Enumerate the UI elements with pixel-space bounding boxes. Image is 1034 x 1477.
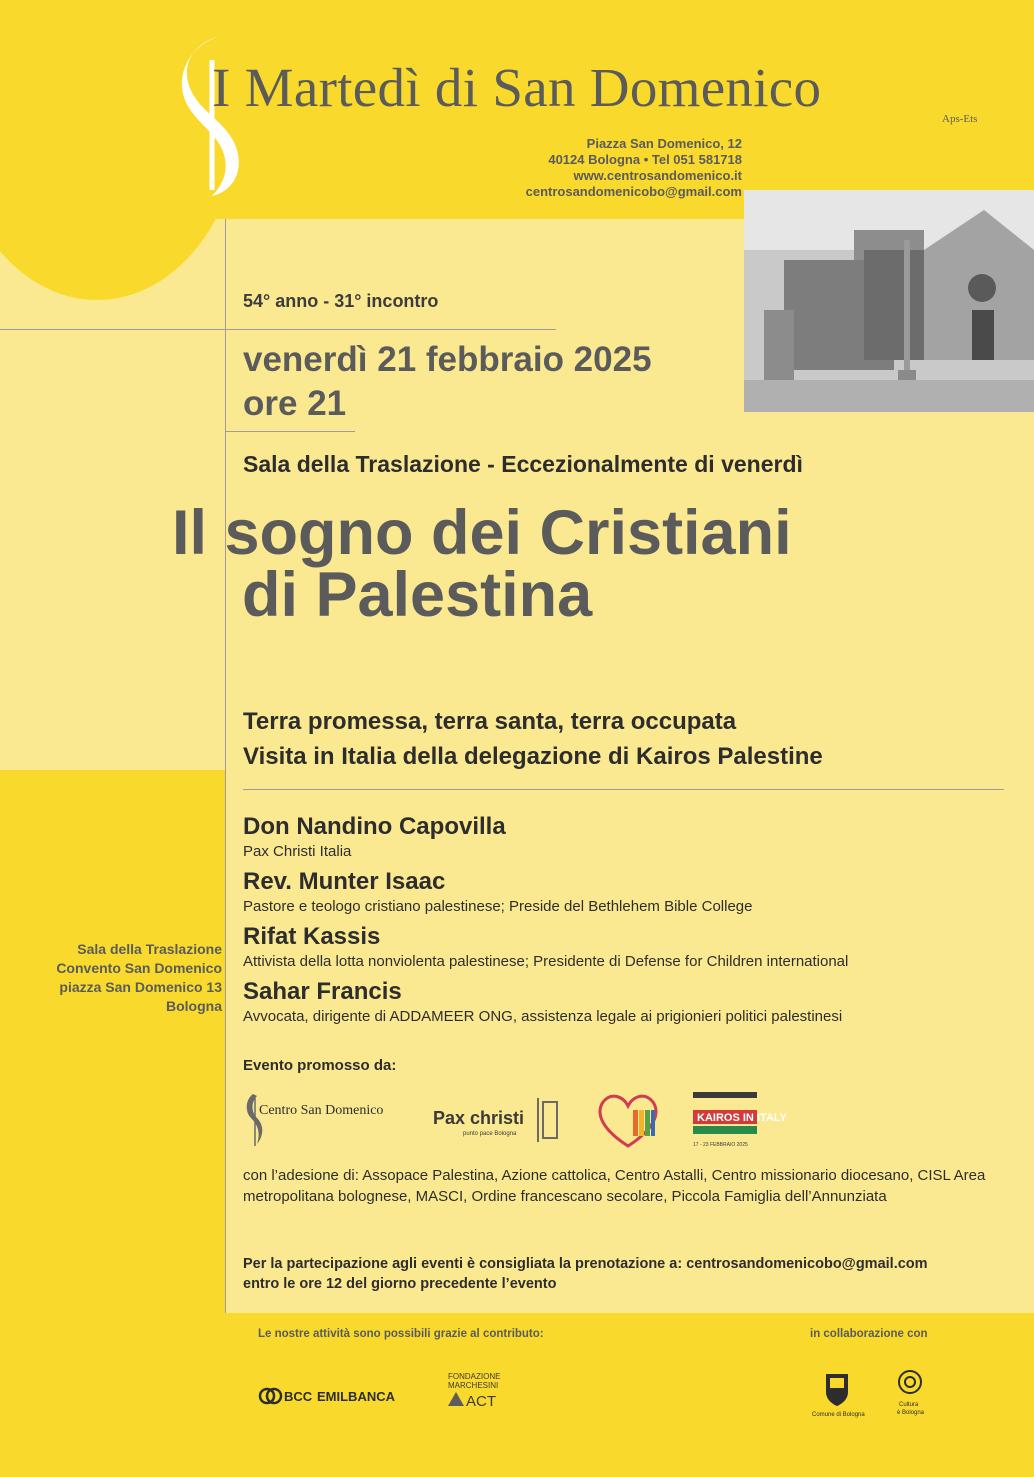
event-date — [243, 338, 652, 426]
horizontal-rule — [243, 789, 1004, 790]
event-subtitle — [243, 704, 823, 774]
pax-logo-subtext: punto pace Bologna — [463, 1131, 517, 1137]
centro-logo-text: Centro San Domenico — [259, 1103, 384, 1118]
subtitle-line: Terra promessa, terra santa, terra occupata — [243, 708, 737, 735]
church-photo — [744, 190, 1034, 412]
marchesini-text: MARCHESINI — [448, 1381, 499, 1390]
kairos-dates-text: 17 - 23 FEBBRAIO 2025 — [693, 1142, 748, 1148]
kairos-in-italy-logo — [693, 1088, 787, 1152]
left-band — [0, 770, 225, 1477]
page-title: I Martedì di San Domenico — [212, 57, 822, 118]
supporters-text: con l’adesione di: Assopace Palestina, Azione cattolica, Centro Astalli, Centro missionario diocesano, CISL Area metropolitana bolognese, MASCI, Ordine francescano secolare, Piccola Famiglia dell’Annunziata — [243, 1167, 986, 1205]
fondazione-text: FONDAZIONE — [448, 1372, 501, 1381]
event-title-line: Il sogno dei Cristiani — [172, 498, 792, 568]
event-title — [172, 498, 792, 630]
vertical-rule — [225, 219, 226, 1313]
event-date-text: venerdì 21 febbraio 2025 — [243, 340, 652, 379]
bcc-text: BCC — [284, 1389, 313, 1404]
cultura-bologna-logo — [890, 1368, 930, 1418]
address-line: Piazza San Domenico, 12 — [586, 136, 742, 151]
speaker-name: Rev. Munter Isaac — [243, 868, 446, 895]
speaker-name: Don Nandino Capovilla — [243, 813, 506, 840]
event-time: ore 21 — [243, 384, 347, 423]
speaker-role: Pax Christi Italia — [243, 843, 352, 860]
comune-text: Comune di Bologna — [812, 1412, 865, 1418]
pax-logo-text: Pax christi — [433, 1108, 525, 1128]
speaker-role: Avvocata, dirigente di ADDAMEER ONG, assistenza legale ai prigionieri politici palestinesi — [243, 1008, 843, 1025]
collaboration-label: in collaborazione con — [810, 1328, 928, 1340]
booking-line: entro le ore 12 del giorno precedente l’evento — [243, 1276, 557, 1292]
booking-note — [243, 1254, 928, 1294]
venue-line: Convento San Domenico — [56, 960, 222, 976]
horizontal-rule — [0, 329, 556, 330]
email-link[interactable]: centrosandomenicobo@gmail.com — [525, 184, 742, 199]
speaker-name: Rifat Kassis — [243, 923, 381, 950]
promoter-logos — [243, 1088, 1023, 1152]
booking-line: Per la partecipazione agli eventi è consigliata la prenotazione a: centrosandomenicobo@gmail.com — [243, 1256, 928, 1272]
speaker-role: Pastore e teologo cristiano palestinese; Preside del Bethlehem Bible College — [243, 898, 753, 915]
subtitle-line: Visita in Italia della delegazione di Kairos Palestine — [243, 743, 823, 770]
pax-christi-logo — [433, 1088, 573, 1152]
portico-della-pace-logo — [593, 1088, 663, 1152]
emilbanca-text: EMILBANCA — [317, 1389, 395, 1404]
venue-line: piazza San Domenico 13 — [59, 979, 222, 995]
promoters-label: Evento promosso da: — [243, 1057, 397, 1074]
speakers-list — [243, 812, 1023, 1032]
comune-di-bologna-logo — [802, 1368, 872, 1418]
organization-tag: Aps-Ets — [942, 113, 978, 125]
centro-san-domenico-logo — [243, 1088, 413, 1152]
horizontal-rule — [225, 431, 355, 432]
website-link[interactable]: www.centrosandomenico.it — [573, 168, 742, 183]
cultura-text: è Bologna — [897, 1410, 925, 1416]
contributors-label: Le nostre attività sono possibili grazie al contributo: — [258, 1328, 544, 1340]
venue-line: Bologna — [166, 998, 222, 1014]
kairos-logo-text: KAIROS IN ITALY — [697, 1112, 787, 1124]
cultura-text: Cultura — [899, 1402, 919, 1408]
speaker-name: Sahar Francis — [243, 978, 402, 1005]
bcc-emilbanca-logo — [258, 1384, 408, 1408]
event-title-line: di Palestina — [242, 560, 593, 630]
act-text: ACT — [466, 1393, 496, 1410]
fondazione-marchesini-logo — [446, 1370, 516, 1420]
venue-line: Sala della Traslazione — [77, 941, 222, 957]
edition-label: 54° anno - 31° incontro — [243, 291, 439, 311]
address-line: 40124 Bologna • Tel 051 581718 — [548, 152, 742, 167]
room-note: Sala della Traslazione - Eccezionalmente di venerdì — [243, 451, 803, 477]
venue-address — [56, 940, 222, 1016]
contact-address — [526, 136, 742, 200]
speaker-role: Attivista della lotta nonviolenta palestinese; Presidente di Defense for Children international — [243, 953, 849, 970]
